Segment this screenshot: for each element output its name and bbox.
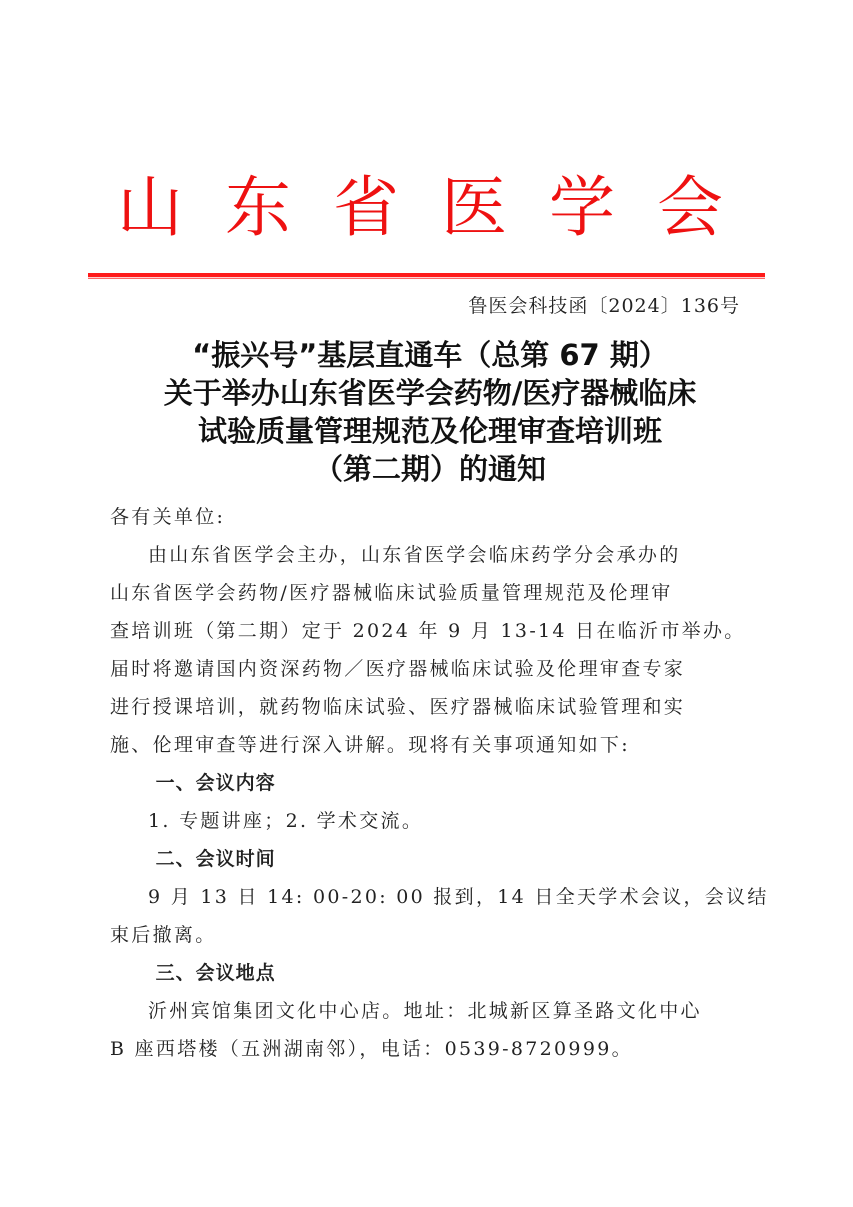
section-line: 9 月 13 日 14: 00-20: 00 报到，14 日全天学术会议，会议结 — [148, 886, 769, 908]
intro-line: 查培训班（第二期）定于 2024 年 9 月 13-14 日在临沂市举办。 — [110, 620, 746, 642]
masthead-char: 会 — [657, 169, 723, 246]
document-body — [110, 498, 769, 1068]
section-line: 1. 专题讲座；2. 学术交流。 — [148, 810, 424, 832]
intro-paragraph — [110, 536, 746, 764]
title-line: “振兴号”基层直通车（总第 67 期） — [192, 338, 668, 372]
title-line: （第二期）的通知 — [313, 452, 546, 486]
document-number: 鲁医会科技函〔2024〕136号 — [468, 295, 740, 317]
masthead-char: 省 — [333, 169, 399, 246]
section-body-content — [110, 802, 742, 840]
salutation: 各有关单位: — [110, 506, 226, 528]
red-divider-rule — [88, 273, 765, 279]
title-line: 关于举办山东省医学会药物/医疗器械临床 — [163, 376, 697, 410]
section-heading-content: 一、会议内容 — [155, 772, 276, 794]
intro-line: 由山东省医学会主办，山东省医学会临床药学分会承办的 — [148, 544, 681, 566]
title-line: 试验质量管理规范及伦理审查培训班 — [197, 414, 662, 448]
intro-line: 进行授课培训，就药物临床试验、医疗器械临床试验管理和实 — [110, 696, 686, 718]
masthead-char: 山 — [117, 169, 183, 246]
intro-line: 山东省医学会药物/医疗器械临床试验质量管理规范及伦理审 — [110, 582, 673, 604]
masthead-char: 学 — [549, 169, 615, 246]
section-line: B 座西塔楼（五洲湖南邻），电话：0539-8720999。 — [110, 1038, 633, 1060]
intro-line: 届时将邀请国内资深药物／医疗器械临床试验及伦理审查专家 — [110, 658, 686, 680]
masthead-char: 东 — [225, 169, 291, 246]
section-heading-time: 二、会议时间 — [155, 848, 276, 870]
intro-line: 施、伦理审查等进行深入讲解。现将有关事项通知如下: — [110, 734, 630, 756]
section-body-time — [110, 878, 769, 954]
masthead — [110, 168, 730, 248]
section-line: 束后撤离。 — [110, 924, 217, 946]
document-title — [100, 336, 760, 488]
red-rule-thin — [88, 278, 765, 279]
section-body-location — [110, 992, 742, 1068]
section-heading-location: 三、会议地点 — [155, 962, 276, 984]
masthead-char: 医 — [441, 169, 507, 246]
section-line: 沂州宾馆集团文化中心店。地址：北城新区算圣路文化中心 — [148, 1000, 702, 1022]
